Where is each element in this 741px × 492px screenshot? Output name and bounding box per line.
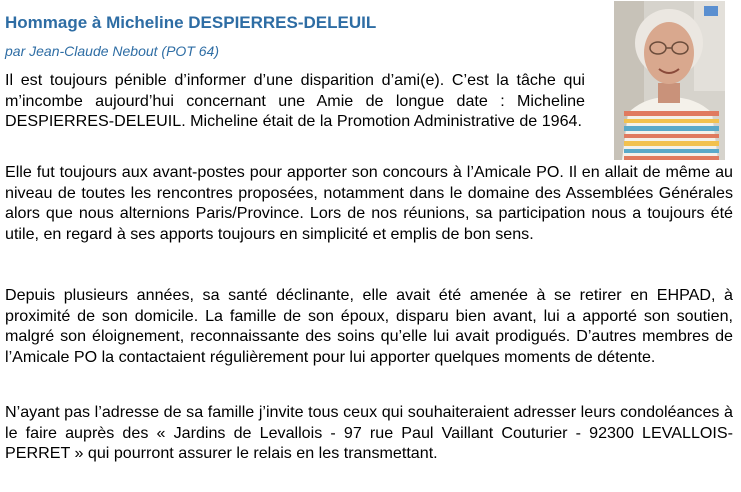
article-paragraph: Il est toujours pénible d’informer d’une disparition d’ami(e). C’est la tâche qui m’incombe aujourd’hui concernant une Amie de longue date : Micheline DESPIERRES-DELEUIL. Micheline était de la Promotion Administrative de 1964. bbox=[5, 71, 585, 131]
article-paragraph: N’ayant pas l’adresse de sa famille j’invite tous ceux qui souhaiteraient adresser leurs condoléances à le faire auprès des « Jardins de Levallois - 97 rue Paul Vaillant Couturier - 92300 LEVALLOIS-PERRET » qui pourront assurer le relais en les transmettant. bbox=[5, 403, 733, 463]
article-title: Hommage à Micheline DESPIERRES-DELEUIL bbox=[5, 13, 377, 32]
article-byline: par Jean-Claude Nebout (POT 64) bbox=[5, 43, 219, 59]
article-paragraph: Elle fut toujours aux avant-postes pour apporter son concours à l’Amicale PO. Il en allait de même au niveau de toutes les rencontres proposées, notamment dans le domaine des Assemblées Générales alors que nous alternions Paris/Province. Lors de nos réunions, sa participation nous a toujours été utile, en regard à ses apports toujours en simplicité et emplis de bon sens. bbox=[5, 163, 733, 244]
portrait-photo bbox=[614, 1, 725, 160]
article-paragraph: Depuis plusieurs années, sa santé déclinante, elle avait été amenée à se retirer en EHPAD, à proximité de son domicile. La famille de son époux, disparu bien avant, lui a apporté son soutien, malgré son éloignement, reconnaissante des soins qu’elle lui avait prodigués. D’autres membres de l’Amicale PO la contactaient régulièrement pour lui apporter quelques moments de détente. bbox=[5, 286, 733, 367]
